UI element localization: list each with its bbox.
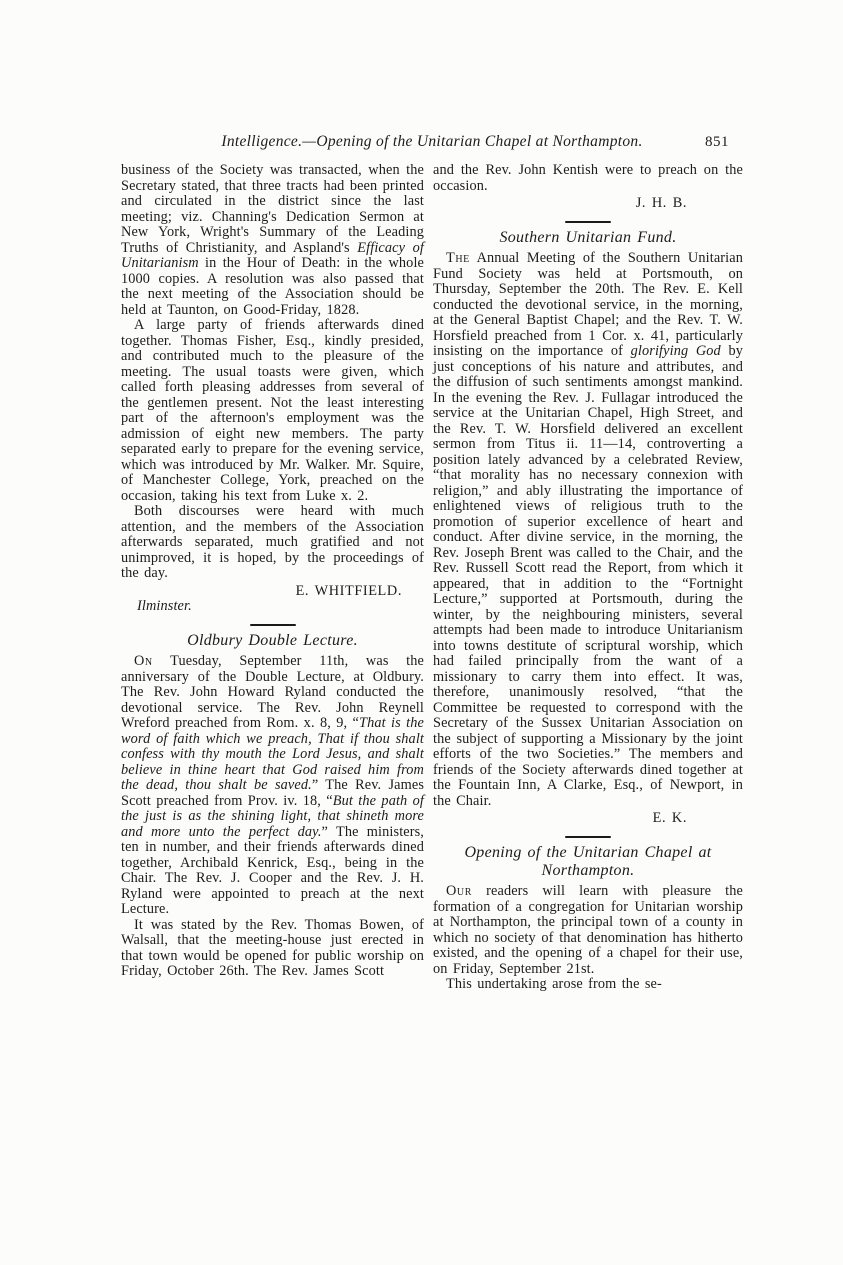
text-segment: The bbox=[446, 250, 470, 267]
paragraph bbox=[433, 163, 743, 194]
section-divider bbox=[250, 624, 296, 626]
place-name: Ilminster. bbox=[137, 598, 192, 614]
text-segment: readers will learn with pleasure the formation of a congregation for Unitarian worship at Northampton, the principal town of a county in which no society of that denomination has hitherto existed, and the opening of a chapel for their use, on Friday, September 21st. bbox=[433, 883, 743, 977]
paragraph bbox=[121, 504, 424, 582]
text-segment: On bbox=[134, 653, 153, 670]
paragraph bbox=[121, 318, 424, 504]
signature: J. H. B. bbox=[635, 195, 687, 211]
text-segment: That is the word of faith which we preach, That if thou shalt confess with thy mouth the Lord Jesus, and shalt believe in thine heart that God raised him from the dead, thou shalt be saved. bbox=[121, 715, 424, 794]
paragraph bbox=[433, 884, 743, 977]
text-segment: It was stated by the Rev. Thomas Bowen, of Walsall, that the meeting-house just erected in that town would be opened for public worship on Friday, October 26th. The Rev. James Scott bbox=[121, 916, 424, 980]
text-segment: ” The ministers, ten in number, and their friends afterwards dined together, Archibald Kenrick, Esq., being in the Chair. The Rev. J. Cooper and the Rev. J. H. Ryland were appointed to preach at the next Lecture. bbox=[121, 823, 425, 918]
text-segment: This undertaking arose from the se- bbox=[446, 976, 662, 993]
paragraph bbox=[433, 977, 743, 993]
text-segment: Tuesday, September 11th, was the anniversary of the Double Lecture, at Oldbury. The Rev. John Howard Ryland conducted the devotional service. The Rev. John Reynell Wreford preached from Rom. x. 8, 9, “ bbox=[121, 653, 424, 732]
section-divider bbox=[565, 221, 611, 223]
running-title: Intelligence.—Opening of the Unitarian Chapel at Northampton. bbox=[221, 133, 643, 150]
text-segment: Our bbox=[446, 883, 473, 900]
text-segment: business of the Society was transacted, when the Secretary stated, that three tracts had been printed and circulated in the district since the last meeting; viz. Channing's Dedication Sermon at New York, Wright's Summary of the Leading Truths of Christianity, and Aspland's bbox=[121, 162, 424, 256]
text-segment: in the Hour of Death: in the whole 1000 copies. A resolution was also passed that the next meeting of the Association should be held at Taunton, on Good-Friday, 1828. bbox=[121, 255, 424, 318]
text-segment: and the Rev. John Kentish were to preach on the occasion. bbox=[433, 162, 743, 194]
section-heading: Southern Unitarian Fund. bbox=[499, 228, 677, 246]
text-segment: Efficacy of Unitarianism bbox=[121, 239, 425, 271]
left-column bbox=[121, 163, 424, 980]
paragraph bbox=[121, 918, 424, 980]
text-segment: glorifying God bbox=[630, 343, 721, 360]
paragraph bbox=[121, 654, 424, 918]
text-segment: Annual Meeting of the Southern Unitarian Fund Society was held at Portsmouth, on Thursday, September the 20th. The Rev. E. Kell conducted the devotional service, in the morning, at the General Baptist Chapel; and the Rev. T. W. Horsfield preached from 1 Cor. x. 41, particularly insisting on the importance of bbox=[433, 250, 743, 360]
section-divider bbox=[565, 836, 611, 838]
text-segment: But the path of the just is as the shining light, that shineth more and more unto the perfect day. bbox=[121, 792, 424, 840]
page-number: 851 bbox=[705, 134, 729, 150]
section-heading: Opening of the Unitarian Chapel at Northampton. bbox=[464, 844, 712, 879]
text-segment: ” The Rev. James Scott preached from Prov. iv. 18, “ bbox=[121, 777, 425, 809]
paragraph bbox=[433, 251, 743, 809]
text-columns bbox=[121, 163, 743, 993]
right-column bbox=[433, 163, 743, 993]
text-segment: A large party of friends afterwards dined together. Thomas Fisher, Esq., kindly presided, and contributed much to the pleasure of the meeting. The usual toasts were given, which called forth pleasing addresses from several of the gentlemen present. Not the least interesting part of the afternoon's employment was the admission of eight new members. The party separated early to prepare for the evening service, which was introduced by Mr. Walker. Mr. Squire, of Manchester College, York, preached on the occasion, taking his text from Luke x. 2. bbox=[121, 317, 424, 504]
text-segment: Both discourses were heard with much attention, and the members of the Association afterwards separated, much gratified and not unimproved, it is hoped, by the proceedings of the day. bbox=[121, 503, 424, 581]
paragraph bbox=[121, 163, 424, 318]
page-header bbox=[121, 133, 743, 155]
section-heading: Oldbury Double Lecture. bbox=[187, 631, 358, 649]
signature: E. WHITFIELD. bbox=[295, 582, 402, 599]
signature: E. K. bbox=[652, 810, 687, 827]
text-segment: by just conceptions of his nature and attributes, and the diffusion of such sentiments amongst mankind. In the evening the Rev. J. Fullagar introduced the service at the Unitarian Chapel, High Street, and the Rev. T. W. Horsfield delivered an excellent sermon from Titus ii. 11—14, controverting a position lately advanced by a celebrated Review, “that morality has no necessary connexion with religion,” and ably illustrating the importance of enlightened views of religious truth to the promotion of superior excellence of heart and conduct. After divine service, in the morning, the Rev. Joseph Brent was called to the Chair, and the Rev. Russell Scott read the Report, from which it appeared, that in addition to the “Fortnight Lecture,” supported at Portsmouth, during the winter, by the neighbouring ministers, several attempts had been made to introduce Unitarianism into towns destitute of scriptural worship, which had failed principally from the want of a missionary to carry them into effect. It was, therefore, unanimously resolved, “that the Committee be requested to correspond with the Secretary of the Sussex Unitarian Association on the subject of supporting a Missionary by the joint efforts of the two Societies.” The members and friends of the Society afterwards dined together at the Fountain Inn, A Clarke, Esq., of Newport, in the Chair. bbox=[433, 343, 743, 809]
